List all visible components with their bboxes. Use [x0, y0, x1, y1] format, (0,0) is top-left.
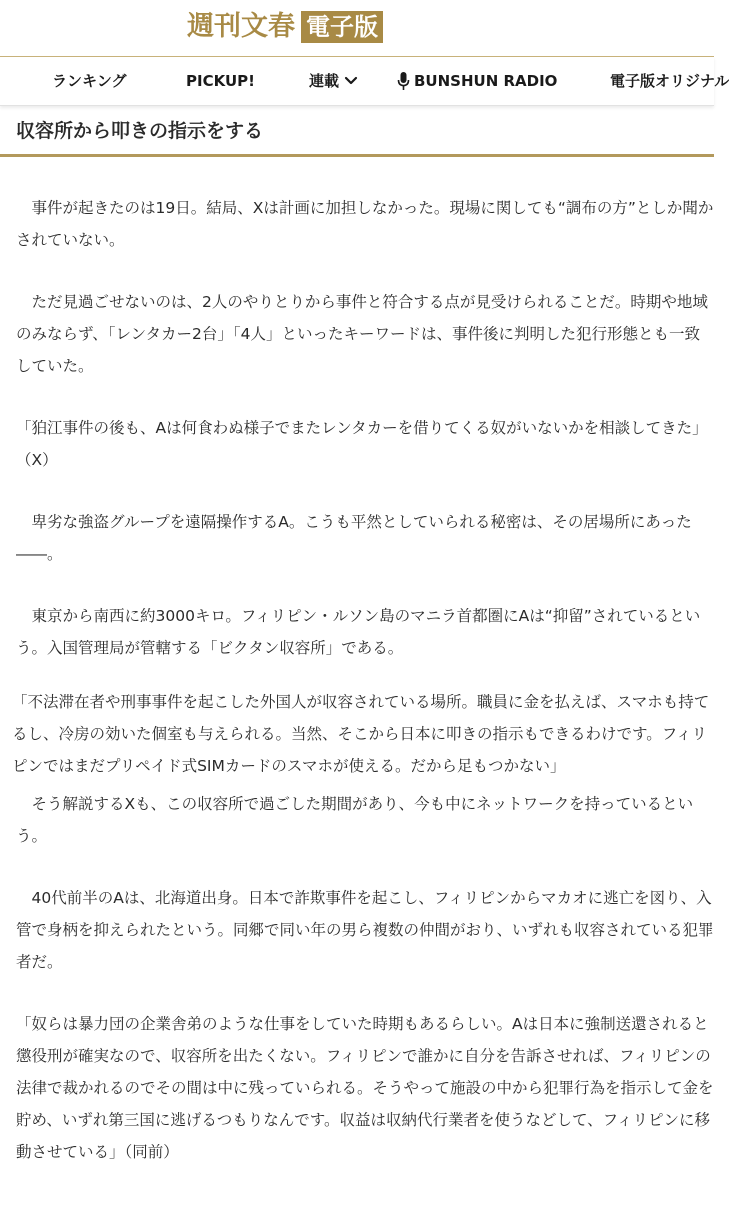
nav-item-label: 連載	[309, 72, 340, 90]
masthead	[0, 0, 714, 57]
logo-wordmark: 週刊文春	[187, 11, 295, 42]
article-quote: 「奴らは暴力団の企業舎弟のような仕事をしていた時期もあるらしい。Aは日本に強制送還されると懲役刑が確実なので、収容所を出たくない。フィリピンで誰かに自分を告訴させれば、フィリピンの法律で裁かれるのでその間は中に残っていられる。そうやって施設の中から犯罪行為を指示して金を貯め、いずれ第三国に逃げるつもりなんです。収益は収納代行業者を使うなどして、フィリピンに移動させている」（同前）	[16, 1015, 714, 1161]
article-quote: 「狛江事件の後も、Aは何食わぬ様子でまたレンタカーを借りてくる奴がいないかを相談してきた」（X）	[16, 419, 708, 469]
article-paragraph: 事件が起きたのは19日。結局、Xは計画に加担しなかった。現場に関しても“調布の方”としか聞かされていない。	[16, 199, 714, 249]
article-paragraph: 卑劣な強盗グループを遠隔操作するA。こうも平然としていられる秘密は、その居場所にあった――。	[16, 513, 692, 563]
article-paragraph: ただ見過ごせないのは、2人のやりとりから事件と符合する点が見受けられることだ。時期や地域のみならず、「レンタカー2台」「4人」といったキーワードは、事件後に判明した犯行形態とも一致していた。	[16, 293, 708, 375]
section-title: 収容所から叩きの指示をする	[0, 106, 714, 157]
main-nav	[0, 57, 729, 106]
article-paragraph: 40代前半のAは、北海道出身。日本で詐欺事件を起こし、フィリピンからマカオに逃亡を図り、入管で身柄を抑えられたという。同郷で同い年の男ら複数の仲間がおり、いずれも収容されている犯罪者だ。	[16, 889, 714, 971]
section-heading-block	[0, 106, 714, 157]
nav-item-label: 電子版オリジナル	[610, 72, 729, 90]
article-quote: 「不法滞在者や刑事事件を起こした外国人が収容されている場所。職員に金を払えば、スマホも持てるし、冷房の効いた個室も与えられる。当然、そこから日本に叩きの指示もできるわけです。フィリピンではまだプリペイド式SIMカードのスマホが使える。だから足もつかない」	[12, 693, 710, 775]
article-body	[12, 192, 714, 1168]
nav-item-radio[interactable]	[397, 57, 557, 105]
article-paragraph: そう解説するXも、この収容所で過ごした期間があり、今も中にネットワークを持っているという。	[16, 795, 694, 845]
nav-item-label: ランキング	[52, 72, 127, 90]
nav-item-label: BUNSHUN RADIO	[414, 72, 558, 90]
logo-digital-badge: 電子版	[301, 11, 383, 43]
nav-item-original[interactable]	[610, 57, 729, 105]
nav-item-ranking[interactable]	[52, 57, 127, 105]
site-logo[interactable]	[187, 10, 383, 44]
chevron-down-icon	[344, 76, 358, 86]
microphone-icon	[397, 71, 410, 91]
article-paragraph: 東京から南西に約3000キロ。フィリピン・ルソン島のマニラ首都圏にAは“抑留”されているという。入国管理局が管轄する「ビクタン収容所」である。	[16, 607, 701, 657]
nav-item-pickup[interactable]	[186, 57, 255, 105]
nav-item-series[interactable]	[309, 57, 358, 105]
nav-item-label: PICKUP!	[186, 72, 255, 90]
